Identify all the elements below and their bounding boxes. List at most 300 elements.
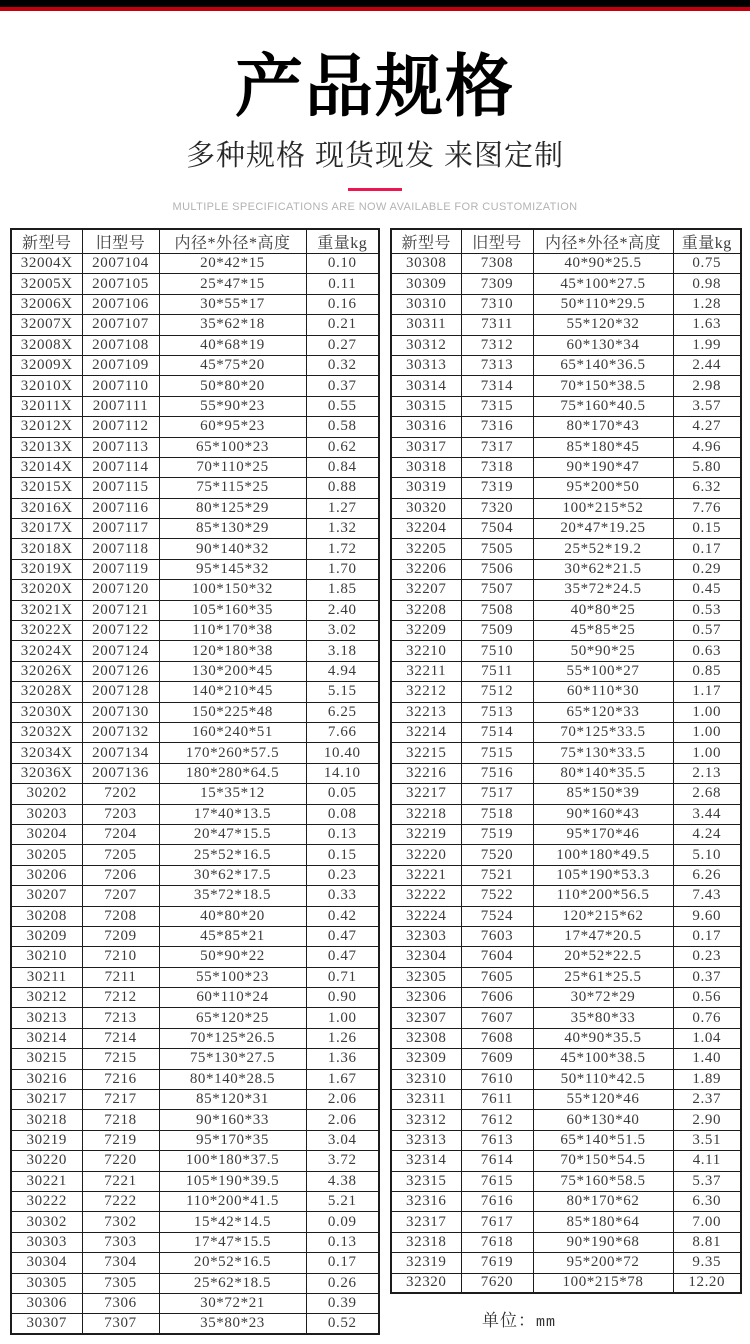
table-cell: 7609 — [461, 1049, 533, 1069]
table-cell: 0.47 — [306, 926, 379, 946]
table-cell: 7516 — [461, 763, 533, 783]
table-cell: 7219 — [82, 1130, 159, 1150]
table-cell: 60*110*30 — [533, 682, 673, 702]
table-cell: 32221 — [391, 865, 461, 885]
table-cell: 30319 — [391, 478, 461, 498]
table-cell: 100*215*52 — [533, 498, 673, 518]
table-cell: 7.00 — [673, 1212, 741, 1232]
table-cell: 30221 — [11, 1171, 82, 1191]
table-cell: 80*140*35.5 — [533, 763, 673, 783]
table-cell: 30206 — [11, 865, 82, 885]
table-cell: 7612 — [461, 1110, 533, 1130]
table-cell: 30217 — [11, 1090, 82, 1110]
table-cell: 0.90 — [306, 988, 379, 1008]
table-cell: 70*150*38.5 — [533, 376, 673, 396]
table-row — [391, 294, 741, 314]
table-cell: 70*125*26.5 — [159, 1028, 306, 1048]
table-cell: 30304 — [11, 1253, 82, 1273]
table-cell: 30*62*21.5 — [533, 559, 673, 579]
table-cell: 14.10 — [306, 763, 379, 783]
table-cell: 7312 — [461, 335, 533, 355]
table-cell: 1.89 — [673, 1069, 741, 1089]
table-cell: 7521 — [461, 865, 533, 885]
table-cell: 32019X — [11, 559, 82, 579]
table-cell: 32222 — [391, 886, 461, 906]
table-cell: 30209 — [11, 926, 82, 946]
table-cell: 7513 — [461, 702, 533, 722]
table-cell: 2007119 — [82, 559, 159, 579]
table-cell: 2007108 — [82, 335, 159, 355]
table-cell: 80*140*28.5 — [159, 1069, 306, 1089]
table-cell: 30219 — [11, 1130, 82, 1150]
table-cell: 2.13 — [673, 763, 741, 783]
table-cell: 32212 — [391, 682, 461, 702]
table-cell: 0.17 — [306, 1253, 379, 1273]
table-cell: 1.27 — [306, 498, 379, 518]
subtitle: 多种规格 现货现发 来图定制 — [185, 140, 565, 172]
table-row — [11, 478, 379, 498]
table-cell: 32204 — [391, 519, 461, 539]
table-cell: 7205 — [82, 845, 159, 865]
table-cell: 0.98 — [673, 274, 741, 294]
table-cell: 7214 — [82, 1028, 159, 1048]
col-header-dimensions: 内径*外径*高度 — [533, 229, 673, 254]
table-cell: 7613 — [461, 1130, 533, 1150]
table-row — [391, 1008, 741, 1028]
table-row — [391, 988, 741, 1008]
table-cell: 32213 — [391, 702, 461, 722]
table-cell: 2.06 — [306, 1090, 379, 1110]
table-row — [391, 1130, 741, 1150]
table-cell: 7507 — [461, 580, 533, 600]
table-row — [391, 396, 741, 416]
col-header-dimensions: 内径*外径*高度 — [159, 229, 306, 254]
table-cell: 2007107 — [82, 315, 159, 335]
table-cell: 10.40 — [306, 743, 379, 763]
table-cell: 2007112 — [82, 417, 159, 437]
table-cell: 35*72*24.5 — [533, 580, 673, 600]
table-cell: 32311 — [391, 1090, 461, 1110]
table-row — [391, 580, 741, 600]
table-cell: 50*110*42.5 — [533, 1069, 673, 1089]
table-cell: 1.26 — [306, 1028, 379, 1048]
table-cell: 7304 — [82, 1253, 159, 1273]
table-cell: 7608 — [461, 1028, 533, 1048]
table-cell: 1.70 — [306, 559, 379, 579]
table-cell: 7504 — [461, 519, 533, 539]
table-row — [391, 376, 741, 396]
table-cell: 32030X — [11, 702, 82, 722]
table-cell: 180*280*64.5 — [159, 763, 306, 783]
table-cell: 95*170*46 — [533, 824, 673, 844]
table-row — [11, 804, 379, 824]
table-cell: 90*160*43 — [533, 804, 673, 824]
table-cell: 32028X — [11, 682, 82, 702]
table-cell: 7203 — [82, 804, 159, 824]
table-cell: 2007109 — [82, 355, 159, 375]
table-cell: 7.76 — [673, 498, 741, 518]
table-cell: 30305 — [11, 1273, 82, 1293]
table-row — [391, 1171, 741, 1191]
table-cell: 35*80*23 — [159, 1314, 306, 1334]
table-cell: 30309 — [391, 274, 461, 294]
table-row — [391, 967, 741, 987]
table-cell: 32310 — [391, 1069, 461, 1089]
table-row — [391, 886, 741, 906]
table-cell: 7306 — [82, 1293, 159, 1313]
table-cell: 50*90*25 — [533, 641, 673, 661]
table-cell: 0.21 — [306, 315, 379, 335]
table-cell: 1.28 — [673, 294, 741, 314]
table-cell: 32224 — [391, 906, 461, 926]
table-row — [11, 661, 379, 681]
table-cell: 65*120*33 — [533, 702, 673, 722]
table-cell: 17*40*13.5 — [159, 804, 306, 824]
table-cell: 30205 — [11, 845, 82, 865]
table-row — [11, 947, 379, 967]
table-row — [391, 437, 741, 457]
table-cell: 0.76 — [673, 1008, 741, 1028]
table-row — [11, 539, 379, 559]
table-cell: 2007113 — [82, 437, 159, 457]
table-row — [11, 1110, 379, 1130]
table-cell: 7313 — [461, 355, 533, 375]
table-row — [391, 682, 741, 702]
table-cell: 7211 — [82, 967, 159, 987]
table-row — [11, 1130, 379, 1150]
table-cell: 32218 — [391, 804, 461, 824]
table-cell: 140*210*45 — [159, 682, 306, 702]
table-row — [11, 396, 379, 416]
table-cell: 35*80*33 — [533, 1008, 673, 1028]
table-cell: 35*72*18.5 — [159, 886, 306, 906]
table-cell: 0.71 — [306, 967, 379, 987]
table-cell: 0.39 — [306, 1293, 379, 1313]
table-cell: 7520 — [461, 845, 533, 865]
table-cell: 7522 — [461, 886, 533, 906]
table-cell: 32010X — [11, 376, 82, 396]
table-cell: 2007122 — [82, 621, 159, 641]
col-header-old-model: 旧型号 — [461, 229, 533, 254]
table-cell: 85*130*29 — [159, 519, 306, 539]
table-row — [11, 335, 379, 355]
table-row — [391, 621, 741, 641]
table-cell: 30216 — [11, 1069, 82, 1089]
table-cell: 7614 — [461, 1151, 533, 1171]
table-cell: 0.55 — [306, 396, 379, 416]
table-cell: 32015X — [11, 478, 82, 498]
table-cell: 95*170*35 — [159, 1130, 306, 1150]
table-row — [391, 661, 741, 681]
table-cell: 65*100*23 — [159, 437, 306, 457]
table-row — [391, 1151, 741, 1171]
table-cell: 32316 — [391, 1191, 461, 1211]
table-cell: 3.51 — [673, 1130, 741, 1150]
table-cell: 0.26 — [306, 1273, 379, 1293]
table-cell: 7305 — [82, 1273, 159, 1293]
table-header — [391, 229, 741, 254]
table-cell: 30*72*21 — [159, 1293, 306, 1313]
table-cell: 0.10 — [306, 254, 379, 274]
table-cell: 30212 — [11, 988, 82, 1008]
table-row — [11, 417, 379, 437]
table-cell: 7514 — [461, 722, 533, 742]
table-cell: 30213 — [11, 1008, 82, 1028]
table-row — [391, 355, 741, 375]
table-cell: 30203 — [11, 804, 82, 824]
table-cell: 7221 — [82, 1171, 159, 1191]
table-row — [391, 641, 741, 661]
table-cell: 0.13 — [306, 824, 379, 844]
table-cell: 7509 — [461, 621, 533, 641]
table-cell: 30218 — [11, 1110, 82, 1130]
table-cell: 55*100*27 — [533, 661, 673, 681]
table-cell: 0.05 — [306, 784, 379, 804]
table-row — [391, 947, 741, 967]
table-cell: 0.88 — [306, 478, 379, 498]
page-title: 产品规格 — [234, 49, 515, 125]
table-cell: 32206 — [391, 559, 461, 579]
table-row — [11, 1273, 379, 1293]
table-cell: 60*130*40 — [533, 1110, 673, 1130]
table-row — [391, 315, 741, 335]
table-row — [11, 559, 379, 579]
table-cell: 50*80*20 — [159, 376, 306, 396]
table-cell: 0.23 — [673, 947, 741, 967]
table-row — [391, 1232, 741, 1252]
table-cell: 32304 — [391, 947, 461, 967]
table-cell: 9.60 — [673, 906, 741, 926]
table-cell: 32312 — [391, 1110, 461, 1130]
table-row — [11, 294, 379, 314]
table-cell: 7315 — [461, 396, 533, 416]
table-row — [11, 1293, 379, 1313]
table-cell: 75*115*25 — [159, 478, 306, 498]
table-cell: 75*160*40.5 — [533, 396, 673, 416]
table-cell: 150*225*48 — [159, 702, 306, 722]
table-cell: 20*52*22.5 — [533, 947, 673, 967]
table-row — [11, 1049, 379, 1069]
table-row — [11, 580, 379, 600]
table-cell: 32209 — [391, 621, 461, 641]
table-cell: 1.63 — [673, 315, 741, 335]
table-cell: 32006X — [11, 294, 82, 314]
table-cell: 2007115 — [82, 478, 159, 498]
table-cell: 7318 — [461, 457, 533, 477]
table-cell: 2.37 — [673, 1090, 741, 1110]
table-cell: 40*90*25.5 — [533, 254, 673, 274]
table-cell: 7204 — [82, 824, 159, 844]
table-cell: 3.72 — [306, 1151, 379, 1171]
table-row — [11, 1069, 379, 1089]
table-cell: 30310 — [391, 294, 461, 314]
table-cell: 30303 — [11, 1232, 82, 1252]
table-cell: 2007104 — [82, 254, 159, 274]
table-cell: 7619 — [461, 1253, 533, 1273]
table-cell: 90*190*68 — [533, 1232, 673, 1252]
table-cell: 7220 — [82, 1151, 159, 1171]
table-cell: 100*180*37.5 — [159, 1151, 306, 1171]
header — [0, 11, 750, 213]
table-cell: 0.53 — [673, 600, 741, 620]
table-cell: 4.24 — [673, 824, 741, 844]
table-cell: 0.17 — [673, 926, 741, 946]
table-cell: 2.68 — [673, 784, 741, 804]
spec-table-left — [10, 228, 380, 1335]
table-row — [11, 254, 379, 274]
table-cell: 20*42*15 — [159, 254, 306, 274]
table-cell: 0.57 — [673, 621, 741, 641]
table-cell: 130*200*45 — [159, 661, 306, 681]
table-cell: 45*100*38.5 — [533, 1049, 673, 1069]
table-cell: 5.15 — [306, 682, 379, 702]
table-cell: 32032X — [11, 722, 82, 742]
table-cell: 32007X — [11, 315, 82, 335]
table-cell: 0.85 — [673, 661, 741, 681]
table-cell: 95*200*72 — [533, 1253, 673, 1273]
table-cell: 85*150*39 — [533, 784, 673, 804]
table-row — [391, 478, 741, 498]
table-cell: 7208 — [82, 906, 159, 926]
table-cell: 32024X — [11, 641, 82, 661]
table-row — [11, 519, 379, 539]
accent-divider — [348, 188, 402, 191]
table-cell: 0.16 — [306, 294, 379, 314]
table-cell: 7212 — [82, 988, 159, 1008]
table-cell: 0.27 — [306, 335, 379, 355]
table-cell: 30302 — [11, 1212, 82, 1232]
table-cell: 0.45 — [673, 580, 741, 600]
table-cell: 32022X — [11, 621, 82, 641]
table-cell: 50*110*29.5 — [533, 294, 673, 314]
table-cell: 0.08 — [306, 804, 379, 824]
table-cell: 0.23 — [306, 865, 379, 885]
table-cell: 6.25 — [306, 702, 379, 722]
table-cell: 0.29 — [673, 559, 741, 579]
table-cell: 7511 — [461, 661, 533, 681]
table-cell: 100*180*49.5 — [533, 845, 673, 865]
table-row — [391, 519, 741, 539]
table-cell: 4.11 — [673, 1151, 741, 1171]
table-cell: 5.10 — [673, 845, 741, 865]
col-header-weight: 重量kg — [306, 229, 379, 254]
table-cell: 45*100*27.5 — [533, 274, 673, 294]
table-cell: 0.32 — [306, 355, 379, 375]
table-row — [391, 865, 741, 885]
table-cell: 32005X — [11, 274, 82, 294]
table-row — [11, 274, 379, 294]
table-cell: 30316 — [391, 417, 461, 437]
table-cell: 7618 — [461, 1232, 533, 1252]
table-row — [11, 315, 379, 335]
table-row — [11, 1028, 379, 1048]
table-cell: 45*75*20 — [159, 355, 306, 375]
table-cell: 1.85 — [306, 580, 379, 600]
table-cell: 15*42*14.5 — [159, 1212, 306, 1232]
table-cell: 7311 — [461, 315, 533, 335]
table-cell: 1.99 — [673, 335, 741, 355]
table-cell: 30210 — [11, 947, 82, 967]
table-cell: 7309 — [461, 274, 533, 294]
table-row — [11, 1151, 379, 1171]
table-row — [11, 702, 379, 722]
table-cell: 2007134 — [82, 743, 159, 763]
table-cell: 30*62*17.5 — [159, 865, 306, 885]
table-row — [391, 1212, 741, 1232]
table-cell: 50*90*22 — [159, 947, 306, 967]
col-header-new-model: 新型号 — [391, 229, 461, 254]
table-cell: 32009X — [11, 355, 82, 375]
table-cell: 2007114 — [82, 457, 159, 477]
table-row — [391, 1110, 741, 1130]
table-cell: 25*61*25.5 — [533, 967, 673, 987]
table-cell: 32207 — [391, 580, 461, 600]
table-cell: 30315 — [391, 396, 461, 416]
table-cell: 7222 — [82, 1191, 159, 1211]
table-cell: 85*120*31 — [159, 1090, 306, 1110]
table-row — [11, 498, 379, 518]
spec-table-right — [390, 228, 742, 1294]
table-cell: 7215 — [82, 1049, 159, 1069]
table-cell: 32217 — [391, 784, 461, 804]
table-cell: 0.63 — [673, 641, 741, 661]
table-cell: 85*180*45 — [533, 437, 673, 457]
table-cell: 32214 — [391, 722, 461, 742]
table-cell: 6.30 — [673, 1191, 741, 1211]
table-cell: 65*140*51.5 — [533, 1130, 673, 1150]
table-cell: 7607 — [461, 1008, 533, 1028]
table-cell: 30220 — [11, 1151, 82, 1171]
table-cell: 100*215*78 — [533, 1273, 673, 1293]
table-cell: 25*52*16.5 — [159, 845, 306, 865]
table-cell: 55*120*46 — [533, 1090, 673, 1110]
table-row — [391, 600, 741, 620]
table-cell: 2007111 — [82, 396, 159, 416]
table-cell: 5.37 — [673, 1171, 741, 1191]
table-row — [11, 743, 379, 763]
table-cell: 30215 — [11, 1049, 82, 1069]
table-row — [11, 1008, 379, 1028]
table-row — [11, 1191, 379, 1211]
table-cell: 90*140*32 — [159, 539, 306, 559]
table-cell: 1.04 — [673, 1028, 741, 1048]
table-cell: 32314 — [391, 1151, 461, 1171]
table-cell: 30307 — [11, 1314, 82, 1334]
table-row — [11, 376, 379, 396]
table-cell: 32014X — [11, 457, 82, 477]
table-row — [391, 559, 741, 579]
table-cell: 7512 — [461, 682, 533, 702]
table-cell: 2007126 — [82, 661, 159, 681]
table-cell: 7510 — [461, 641, 533, 661]
table-cell: 12.20 — [673, 1273, 741, 1293]
table-cell: 7320 — [461, 498, 533, 518]
table-cell: 0.17 — [673, 539, 741, 559]
table-cell: 3.18 — [306, 641, 379, 661]
table-row — [11, 784, 379, 804]
table-cell: 2007124 — [82, 641, 159, 661]
table-cell: 55*90*23 — [159, 396, 306, 416]
table-cell: 7620 — [461, 1273, 533, 1293]
table-cell: 32215 — [391, 743, 461, 763]
table-cell: 25*62*18.5 — [159, 1273, 306, 1293]
table-cell: 35*62*18 — [159, 315, 306, 335]
table-cell: 65*120*25 — [159, 1008, 306, 1028]
table-cell: 75*160*58.5 — [533, 1171, 673, 1191]
table-cell: 30318 — [391, 457, 461, 477]
table-cell: 0.84 — [306, 457, 379, 477]
table-cell: 32205 — [391, 539, 461, 559]
